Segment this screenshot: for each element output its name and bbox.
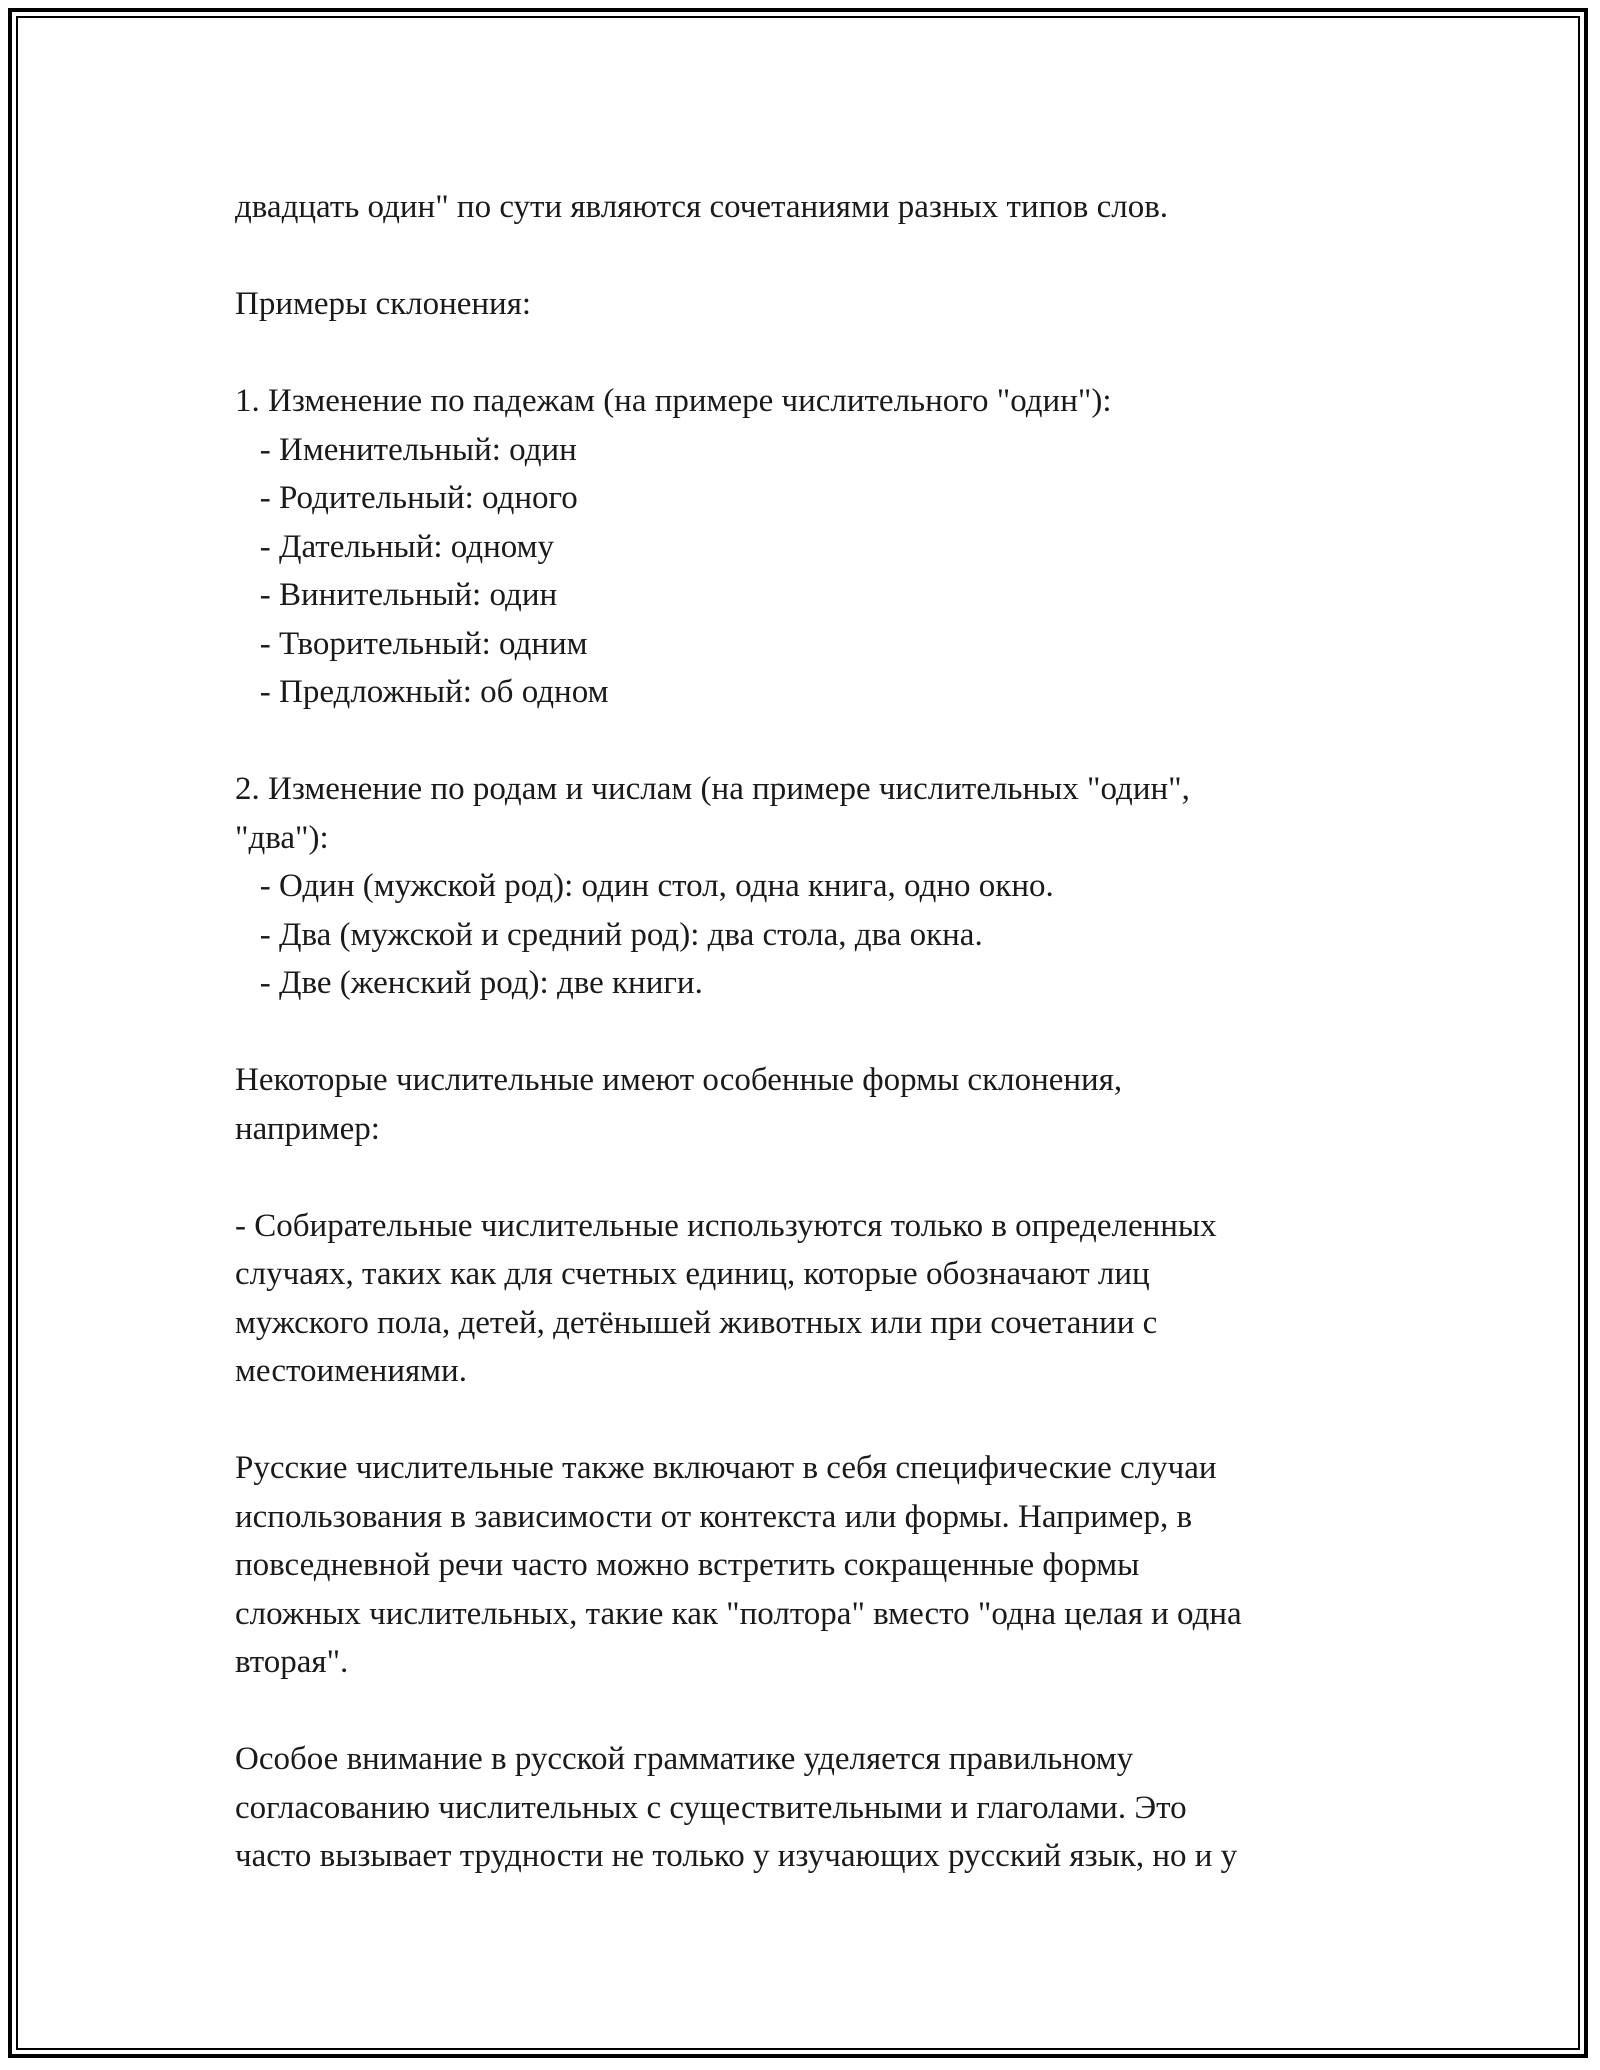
paragraph-line: - Собирательные числительные используются только в определенных xyxy=(235,1207,1217,1244)
text-line: двадцать один" по сути являются сочетаниями разных типов слов. xyxy=(235,189,1169,225)
list-heading-continued: "два"): xyxy=(235,819,329,856)
document-body xyxy=(235,183,1385,1881)
paragraph-line: мужского пола, детей, детёнышей животных или при сочетании с xyxy=(235,1304,1158,1341)
paragraph-line: Русские числительные также включают в себя специфические случаи xyxy=(235,1450,1217,1486)
list-item: - Предложный: об одном xyxy=(235,674,609,710)
paragraph-line: случаях, таких как для счетных единиц, которые обозначают лиц xyxy=(235,1256,1150,1292)
list-item: - Родительный: одного xyxy=(235,480,578,516)
list-item: - Именительный: один xyxy=(235,431,577,468)
blank-line xyxy=(235,329,1385,378)
blank-line xyxy=(235,1687,1385,1736)
blank-line xyxy=(235,717,1385,766)
paragraph-line: например: xyxy=(235,1110,380,1147)
list-heading: 1. Изменение по падежам (на примере числительного "один"): xyxy=(235,383,1112,419)
list-item: - Два (мужской и средний род): два стола, два окна. xyxy=(235,916,983,953)
blank-line xyxy=(235,1153,1385,1202)
blank-line xyxy=(235,232,1385,281)
paragraph-line: повседневной речи часто можно встретить сокращенные формы xyxy=(235,1547,1140,1583)
paragraph-line: вторая". xyxy=(235,1644,349,1680)
list-item: - Винительный: один xyxy=(235,577,558,613)
paragraph-line: Некоторые числительные имеют особенные формы склонения, xyxy=(235,1062,1123,1098)
paragraph-line: местоимениями. xyxy=(235,1353,467,1389)
list-item: - Творительный: одним xyxy=(235,625,588,662)
paragraph-line: использования в зависимости от контекста или формы. Например, в xyxy=(235,1498,1193,1535)
section-heading: Примеры склонения: xyxy=(235,286,532,322)
list-item: - Две (женский род): две книги. xyxy=(235,965,703,1001)
paragraph-line: Особое внимание в русской грамматике уделяется правильному xyxy=(235,1741,1134,1777)
paragraph-line: сложных числительных, такие как "полтора" вместо "одна целая и одна xyxy=(235,1595,1242,1632)
list-item: - Дательный: одному xyxy=(235,528,555,565)
blank-line xyxy=(235,1008,1385,1057)
list-item: - Один (мужской род): один стол, одна книга, одно окно. xyxy=(235,868,1054,904)
paragraph-line: согласованию числительных с существительными и глаголами. Это xyxy=(235,1789,1187,1826)
list-heading: 2. Изменение по родам и числам (на примере числительных "один", xyxy=(235,771,1190,807)
paragraph-line: часто вызывает трудности не только у изучающих русский язык, но и у xyxy=(235,1838,1238,1874)
blank-line xyxy=(235,1396,1385,1445)
